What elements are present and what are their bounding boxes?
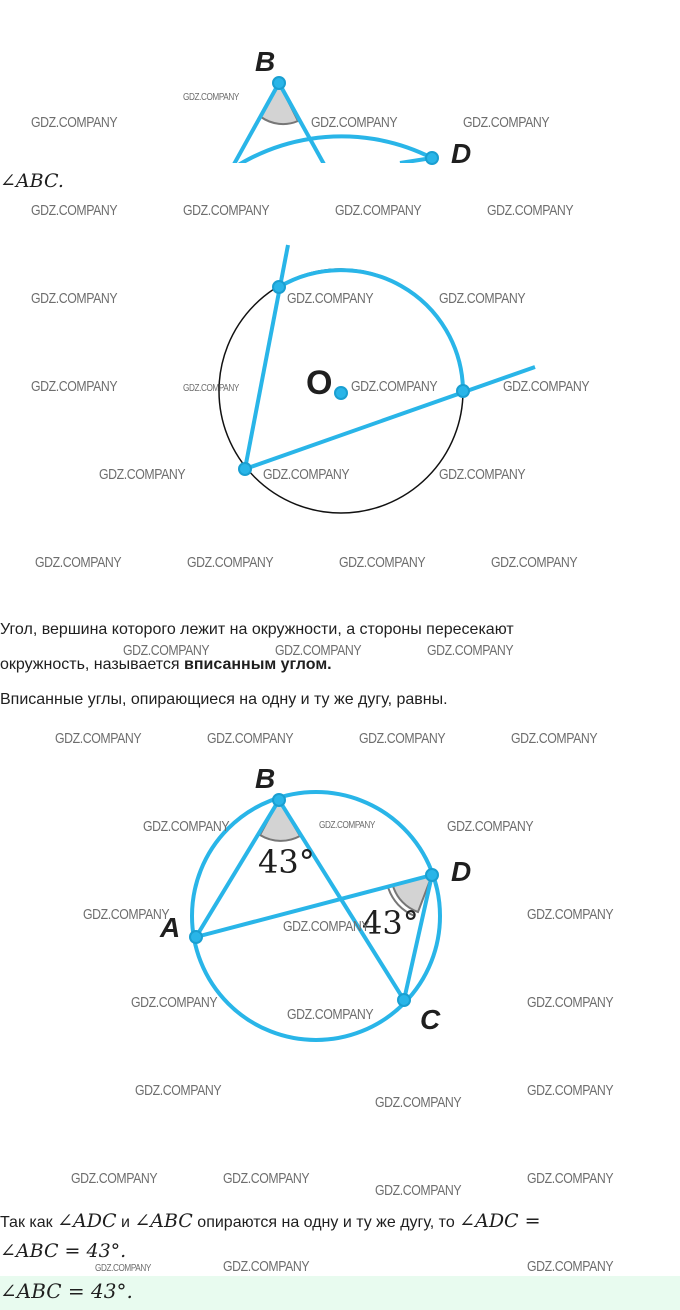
watermark: GDZ.COMPANY — [183, 92, 239, 103]
watermark: GDZ.COMPANY — [491, 554, 578, 571]
chord-left — [245, 245, 288, 469]
watermark: GDZ.COMPANY — [311, 114, 398, 131]
watermark: GDZ.COMPANY — [375, 1182, 462, 1199]
watermark: GDZ.COMPANY — [439, 290, 526, 307]
theorem-text: Вписанные углы, опирающиеся на одну и ту же дугу, равны. — [0, 691, 448, 708]
watermark: GDZ.COMPANY — [31, 378, 118, 395]
solution-line-2: ∠ABC = 43°. — [0, 1240, 127, 1262]
solution-angle-adc-eq: ∠ADC = — [459, 1210, 541, 1232]
label-point-b-fig1: B — [255, 46, 276, 77]
watermark: GDZ.COMPANY — [511, 730, 598, 747]
label-point-d-fig1: D — [451, 138, 472, 169]
watermark: GDZ.COMPANY — [187, 554, 274, 571]
watermark: GDZ.COMPANY — [223, 1170, 310, 1187]
definition-prefix: окружность, называется — [0, 656, 185, 673]
point-d-dot — [426, 152, 438, 164]
watermark: GDZ.COMPANY — [275, 642, 362, 659]
watermark: GDZ.COMPANY — [83, 906, 170, 923]
solution-text-2: опираются на одну и ту же дугу, то — [192, 1214, 460, 1231]
point-b-dot — [273, 794, 285, 806]
definition-line-1: Угол, вершина которого лежит на окружности, а стороны пересекают — [0, 621, 514, 638]
point-right-dot — [457, 385, 469, 397]
watermark: GDZ.COMPANY — [31, 114, 118, 131]
point-bottom-dot — [239, 463, 251, 475]
label-center-o: O — [306, 364, 333, 402]
watermark: GDZ.COMPANY — [283, 918, 370, 935]
center-o-dot — [335, 387, 347, 399]
watermark: GDZ.COMPANY — [439, 466, 526, 483]
watermark: GDZ.COMPANY — [263, 466, 350, 483]
watermark: GDZ.COMPANY — [55, 730, 142, 747]
arc-top — [200, 136, 432, 195]
label-point-b-fig3: B — [255, 763, 276, 794]
point-b-dot — [273, 77, 285, 89]
point-d-dot — [426, 869, 438, 881]
watermark: GDZ.COMPANY — [287, 290, 374, 307]
point-c-dot — [398, 994, 410, 1006]
watermark: GDZ.COMPANY — [527, 994, 614, 1011]
label-point-c-fig3: C — [420, 1004, 441, 1035]
label-point-a-fig3: A — [160, 912, 181, 943]
watermark: GDZ.COMPANY — [351, 378, 438, 395]
watermark: GDZ.COMPANY — [135, 1082, 222, 1099]
watermark: GDZ.COMPANY — [183, 202, 270, 219]
solution-line-1 — [0, 1204, 676, 1240]
watermark: GDZ.COMPANY — [131, 994, 218, 1011]
solution-and: и — [116, 1214, 135, 1231]
answer-text: ∠ABC = 43°. — [0, 1279, 133, 1303]
solution-text-1: Так как — [0, 1214, 58, 1231]
watermark: GDZ.COMPANY — [35, 554, 122, 571]
watermark: GDZ.COMPANY — [527, 1082, 614, 1099]
caption-angle-abc: ∠ABC. — [0, 170, 64, 192]
watermark: GDZ.COMPANY — [31, 290, 118, 307]
watermark: GDZ.COMPANY — [427, 642, 514, 659]
watermark: GDZ.COMPANY — [223, 1258, 310, 1275]
watermark: GDZ.COMPANY — [31, 202, 118, 219]
watermark: GDZ.COMPANY — [319, 820, 375, 831]
solution-angle-abc: ∠ABC — [134, 1210, 193, 1232]
watermark: GDZ.COMPANY — [503, 378, 590, 395]
point-top-dot — [273, 281, 285, 293]
answer-box — [0, 1276, 680, 1310]
point-a-dot — [190, 931, 202, 943]
watermark: GDZ.COMPANY — [359, 730, 446, 747]
figure-top-arc — [0, 0, 680, 170]
watermark: GDZ.COMPANY — [71, 1170, 158, 1187]
watermark: GDZ.COMPANY — [183, 383, 239, 394]
watermark: GDZ.COMPANY — [335, 202, 422, 219]
label-point-d-fig3: D — [451, 856, 472, 887]
watermark: GDZ.COMPANY — [287, 1006, 374, 1023]
watermark: GDZ.COMPANY — [447, 818, 534, 835]
watermark: GDZ.COMPANY — [99, 466, 186, 483]
watermark: GDZ.COMPANY — [375, 1094, 462, 1111]
label-angle-b-value: 43° — [258, 843, 315, 881]
watermark: GDZ.COMPANY — [463, 114, 550, 131]
definition-term: вписанным углом. — [184, 656, 332, 673]
watermark: GDZ.COMPANY — [95, 1263, 151, 1274]
watermark: GDZ.COMPANY — [123, 642, 210, 659]
watermark: GDZ.COMPANY — [487, 202, 574, 219]
watermark: GDZ.COMPANY — [339, 554, 426, 571]
watermark: GDZ.COMPANY — [527, 1170, 614, 1187]
label-angle-d-value: 43° — [362, 904, 419, 942]
watermark: GDZ.COMPANY — [207, 730, 294, 747]
watermark: GDZ.COMPANY — [527, 1258, 614, 1275]
watermark: GDZ.COMPANY — [527, 906, 614, 923]
solution-angle-adc: ∠ADC — [57, 1210, 117, 1232]
watermark: GDZ.COMPANY — [143, 818, 230, 835]
